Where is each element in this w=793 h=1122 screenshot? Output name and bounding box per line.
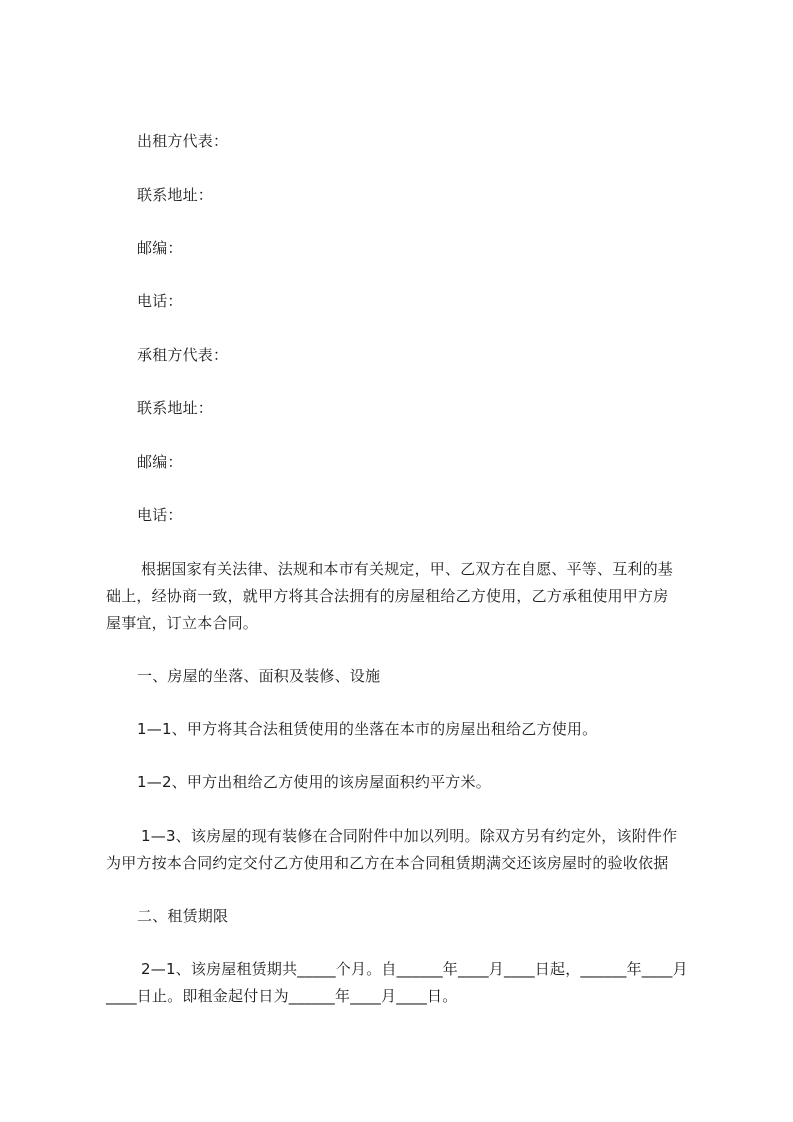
- lessee-address-label: 联系地址：: [137, 399, 214, 417]
- clause-1-3-line-1: 1—3、该房屋的现有装修在合同附件中加以列明。除双方另有约定外，该附件作: [141, 827, 678, 845]
- lessor-address-label: 联系地址：: [137, 186, 214, 204]
- lessee-phone-label: 电话：: [137, 506, 183, 524]
- clause-1-2: 1—2、甲方出租给乙方使用的该房屋面积约平方米。: [137, 773, 491, 791]
- preamble-line-1: 根据国家有关法律、法规和本市有关规定，甲、乙双方在自愿、平等、互利的基: [141, 560, 674, 578]
- clause-2-1-line-2: ____日止。即租金起付日为______年____月____日。: [106, 987, 458, 1005]
- section-1-heading: 一、房屋的坐落、面积及装修、设施: [137, 667, 381, 685]
- preamble-line-3: 屋事宜，订立本合同。: [106, 614, 259, 632]
- section-2-heading: 二、租赁期限: [137, 907, 229, 925]
- lessor-phone-label: 电话：: [137, 292, 183, 310]
- preamble-line-2: 础上，经协商一致，就甲方将其合法拥有的房屋租给乙方使用，乙方承租使用甲方房: [106, 587, 669, 605]
- clause-1-1: 1—1、甲方将其合法租赁使用的坐落在本市的房屋出租给乙方使用。: [137, 720, 598, 738]
- lessee-rep-label: 承租方代表：: [137, 346, 229, 364]
- clause-2-1-line-1: 2—1、该房屋租赁期共_____个月。自______年____月____日起，______年____月: [141, 960, 688, 978]
- clause-1-3-line-2: 为甲方按本合同约定交付乙方使用和乙方在本合同租赁期满交还该房屋时的验收依据: [106, 854, 669, 872]
- lessor-rep-label: 出租方代表：: [137, 132, 229, 150]
- lessor-postcode-label: 邮编：: [137, 239, 183, 257]
- lessee-postcode-label: 邮编：: [137, 453, 183, 471]
